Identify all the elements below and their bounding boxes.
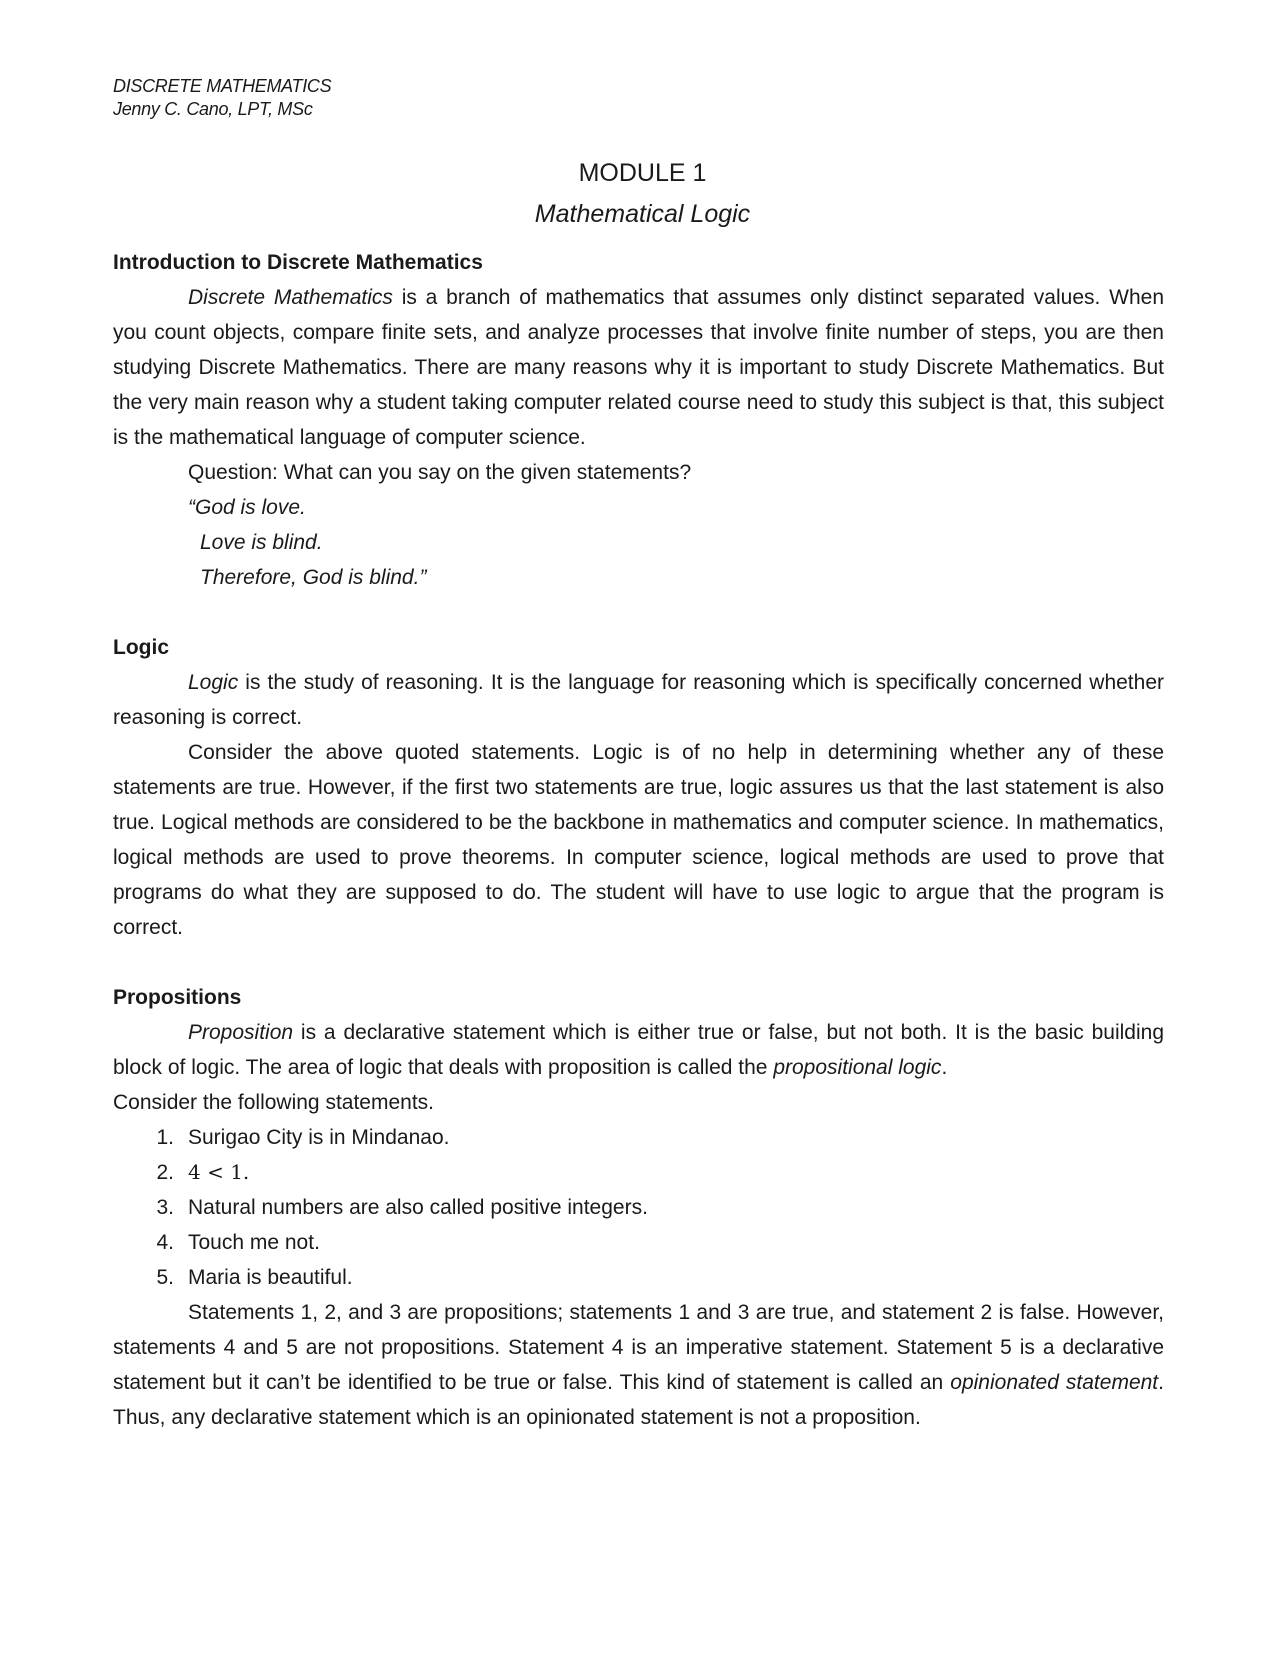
propositions-section — [113, 980, 1164, 1435]
logic-paragraph-1-text: is the study of reasoning. It is the language for reasoning which is specifically concerned whether reasoning is correct. — [113, 671, 1164, 729]
list-item — [113, 1225, 1164, 1260]
intro-paragraph-text: is a branch of mathematics that assumes only distinct separated values. When you count objects, compare finite sets, and analyze processes that involve finite number of steps, you are then studying Discrete Mathematics. There are many reasons why it is important to study Discrete Mathematics. But the very main reason why a student taking computer related course need to study this subject is that, this subject is the mathematical language of computer science. — [113, 286, 1165, 449]
course-title: DISCRETE MATHEMATICS — [113, 76, 332, 96]
quote-line: Love is blind. — [200, 531, 323, 554]
logic-paragraph-1 — [113, 665, 1164, 735]
intro-term: Discrete Mathematics — [188, 286, 393, 309]
list-text: Touch me not. — [188, 1231, 320, 1254]
proposition-term: Proposition — [188, 1021, 294, 1044]
list-item — [113, 1155, 1164, 1190]
module-title: MODULE 1 — [578, 159, 707, 187]
propositions-heading: Propositions — [113, 986, 242, 1009]
statements-list — [113, 1120, 1164, 1295]
logic-paragraph-2: Consider the above quoted statements. Logic is of no help in determining whether any of these statements are true. However, if the first two statements are true, logic assures us that the last statement is also true. Logical methods are considered to be the backbone in mathematics and computer science. In mathematics, logical methods are used to prove theorems. In computer science, logical methods are used to prove that programs do what they are supposed to do. The student will have to use logic to argue that the program is correct. — [113, 741, 1164, 939]
propositions-paragraph-1 — [113, 1015, 1164, 1085]
quoted-statements — [113, 490, 1164, 595]
list-text: Maria is beautiful. — [188, 1266, 353, 1289]
list-number: 4. — [156, 1231, 174, 1254]
propositions-paragraph-1-end: . — [941, 1056, 948, 1079]
logic-term: Logic — [188, 671, 239, 694]
list-number: 5. — [156, 1266, 174, 1289]
list-item — [113, 1260, 1164, 1295]
propositions-paragraph-2 — [113, 1295, 1164, 1435]
intro-section — [113, 245, 1164, 595]
consider-line: Consider the following statements. — [113, 1091, 434, 1114]
list-item — [113, 1120, 1164, 1155]
list-text: Natural numbers are also called positive integers. — [188, 1196, 648, 1219]
intro-paragraph — [113, 280, 1164, 455]
spacer — [113, 945, 1164, 980]
opinionated-statement-term: opinionated statement — [950, 1371, 1159, 1394]
spacer — [113, 595, 1164, 630]
intro-heading: Introduction to Discrete Mathematics — [113, 251, 483, 274]
quote-line: Therefore, God is blind.” — [200, 566, 427, 589]
list-number: 3. — [156, 1196, 174, 1219]
list-number: 1. — [156, 1126, 174, 1149]
list-number: 2. — [156, 1161, 174, 1184]
quote-line: “God is love. — [188, 496, 306, 519]
logic-section — [113, 630, 1164, 945]
page-header — [113, 75, 1164, 121]
author-line: Jenny C. Cano, LPT, MSc — [113, 99, 313, 119]
logic-heading: Logic — [113, 636, 169, 659]
propositions-paragraph-2-end: . Thus, any declarative statement which is an opinionated statement is not a proposition. — [113, 1371, 1164, 1429]
propositional-logic-term: propositional logic — [773, 1056, 942, 1079]
intro-question: Question: What can you say on the given statements? — [188, 461, 692, 484]
propositions-paragraph-2-text: Statements 1, 2, and 3 are propositions; statements 1 and 3 are true, and statement 2 is false. However, statements 4 and 5 are not propositions. Statement 4 is an imperative statement. Statement 5 is a declarative statement but it can’t be identified to be true or false. This kind of statement is called an — [113, 1301, 1164, 1394]
list-item — [113, 1190, 1164, 1225]
title-block — [113, 153, 1164, 235]
module-subtitle: Mathematical Logic — [534, 200, 751, 228]
list-text: 4 < 1. — [188, 1160, 250, 1184]
list-text: Surigao City is in Mindanao. — [188, 1126, 450, 1149]
propositions-paragraph-1-text: is a declarative statement which is either true or false, but not both. It is the basic building block of logic. The area of logic that deals with proposition is called the — [113, 1021, 1164, 1079]
